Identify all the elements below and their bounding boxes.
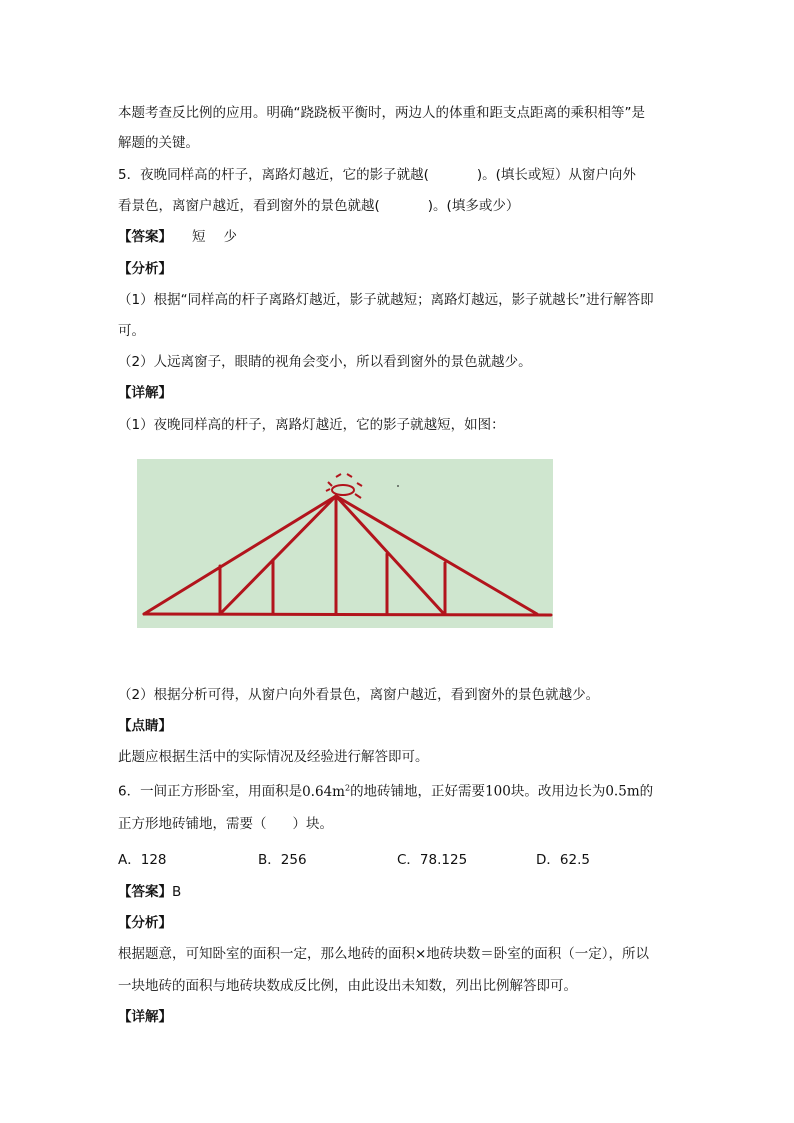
q6-area-exponent: 2 [344, 783, 351, 792]
q5-text: )。(填长或短）从窗户向外 [476, 167, 636, 183]
figure-dot [397, 485, 399, 487]
answer-value: 少 [223, 229, 237, 245]
detail-label: 【详解】 [118, 385, 172, 401]
text-line: 解题的关键。 [118, 135, 199, 151]
text-line: 根据题意，可知卧室的面积一定，那么地砖的面积×地砖块数＝卧室的面积（一定），所以 [118, 946, 650, 962]
text-line: 此题应根据生活中的实际情况及经验进行解答即可。 [118, 749, 429, 765]
option-d: D．62.5 [536, 852, 590, 868]
q6-text: 的 [639, 783, 654, 800]
q6-count: 100 [485, 783, 511, 800]
question-5-line-1 [118, 166, 636, 184]
text-line: 可。 [118, 323, 145, 339]
option-c: C．78.125 [397, 852, 468, 868]
text-line: 一块地砖的面积与地砖块数成反比例，由此设出未知数，列出比例解答即可。 [118, 978, 577, 994]
question-6-line-2 [118, 815, 333, 833]
q6-text: 的地砖铺地，正好需要 [350, 783, 486, 800]
option-b: B．256 [258, 852, 307, 868]
comment-label: 【点睛】 [118, 718, 172, 734]
q6-text: 正方形地砖铺地，需要（ [118, 816, 267, 832]
q6-length: 0.5m [605, 783, 640, 800]
ground-line [144, 614, 551, 615]
q5-text: 看景色，离窗户越近，看到窗外的景色就越( [118, 198, 380, 214]
q6-text: 6．一间正方形卧室，用面积是 [118, 783, 303, 800]
answer-value: 短 [192, 229, 206, 245]
q6-text: ）块。 [292, 816, 333, 832]
analysis-label: 【分析】 [118, 915, 172, 931]
q6-text: 块。改用边长为 [510, 783, 606, 800]
answer-label: 【答案】 [118, 229, 172, 245]
text-line: 本题考查反比例的应用。明确“跷跷板平衡时，两边人的体重和距支点距离的乘积相等”是 [118, 105, 645, 121]
answer-5 [118, 228, 237, 246]
q5-text: )。(填多或少） [427, 198, 520, 214]
q5-text: 5．夜晚同样高的杆子，离路灯越近，它的影子就越( [118, 167, 429, 183]
text-line: （1）夜晚同样高的杆子，离路灯越近，它的影子就越短，如图： [118, 417, 505, 433]
option-a: A．128 [118, 852, 167, 868]
answer-6 [118, 883, 181, 901]
text-line: （1）根据“同样高的杆子离路灯越近，影子就越短；离路灯越远，影子就越长”进行解答即 [118, 292, 654, 308]
text-line: （2）人远离窗子，眼睛的视角会变小，所以看到窗外的景色就越少。 [118, 354, 532, 370]
q6-area [302, 784, 350, 800]
lamp-shadow-figure [137, 459, 553, 628]
detail-label: 【详解】 [118, 1009, 172, 1025]
question-6-line-1 [118, 779, 653, 801]
q6-area-value: 0.64m [302, 783, 345, 800]
text-line: （2）根据分析可得，从窗户向外看景色，离窗户越近，看到窗外的景色就越少。 [118, 687, 600, 703]
question-5-line-2 [118, 197, 519, 215]
answer-label: 【答案】 [118, 884, 172, 900]
analysis-label: 【分析】 [118, 261, 172, 277]
answer-value: B [172, 884, 182, 900]
